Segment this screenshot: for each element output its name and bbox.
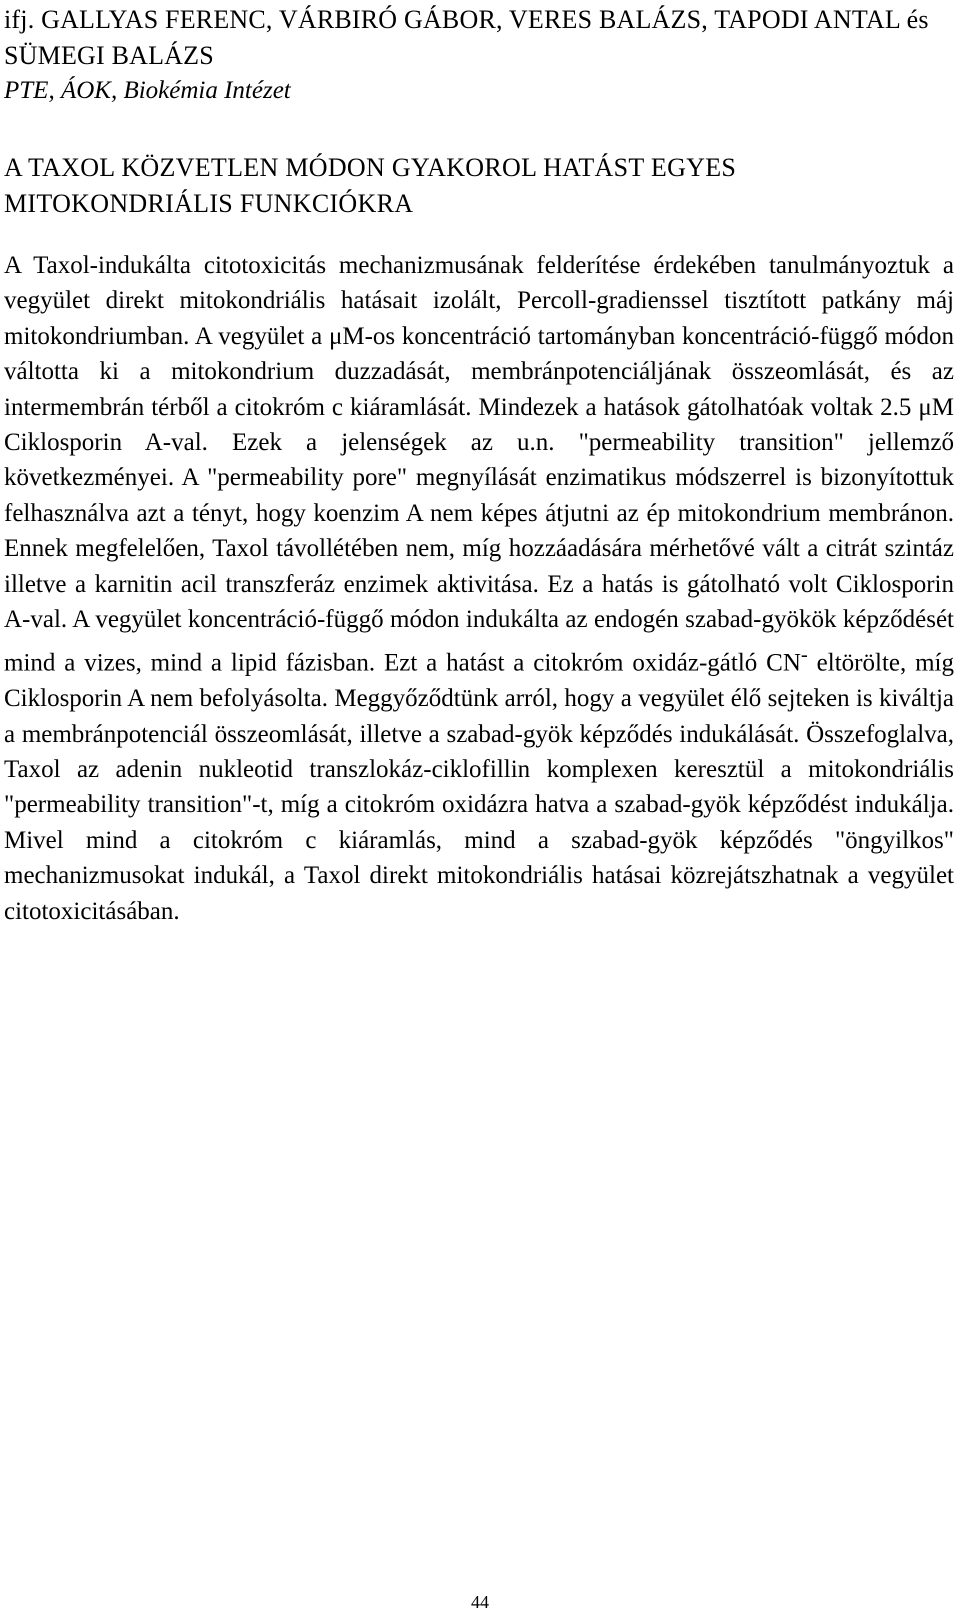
page-number: 44 <box>471 1592 489 1612</box>
cyanide-charge-superscript: - <box>800 642 808 667</box>
document-page <box>4 0 954 929</box>
author-list: ifj. GALLYAS FERENC, VÁRBIRÓ GÁBOR, VERES BALÁZS, TAPODI ANTAL és SÜMEGI BALÁZS <box>4 5 929 70</box>
abstract-body <box>4 248 954 929</box>
affiliation: PTE, ÁOK, Biokémia Intézet <box>4 77 291 104</box>
abstract-text-part-2: eltörölte, míg Ciklosporin A nem befolyásolta. Meggyőződtünk arról, hogy a vegyület élő sejteken is kiváltja a membránpotenciál összeomlását, illetve a szabad-gyök képződés indukálását. Összefoglalva, Taxol az adenin nukleotid transzlokáz-ciklofillin komplexen keresztül a mitokondriális "permeability transition"-t, míg a citokróm oxidázra hatva a szabad-gyök képződést indukálja. Mivel mind a citokróm c kiáramlás, mind a szabad-gyök képződés "öngyilkos" mechanizmusokat indukál, a Taxol direkt mitokondriális hatásai közrejátszhatnak a vegyület citotoxicitásában. <box>4 649 954 925</box>
abstract-text-part-1: A Taxol-indukálta citotoxicitás mechanizmusának felderítése érdekében tanulmányoztuk a vegyület direkt mitokondriális hatásait izolált, Percoll-gradienssel tisztított patkány máj mitokondriumban. A vegyület a μM-os koncentráció tartományban koncentráció-függő módon váltotta ki a mitokondrium duzzadását, membránpotenciáljának összeomlását, és az intermembrán térből a citokróm c kiáramlását. Mindezek a hatások gátolhatóak voltak 2.5 μM Ciklosporin A-val. Ezek a jelenségek az u.n. "permeability transition" jellemző következményei. A "permeability pore" megnyílását enzimatikus módszerrel is bizonyítottuk felhasználva azt a tényt, hogy koenzim A nem képes átjutni az ép mitokondrium membránon. Ennek megfelelően, Taxol távollétében nem, míg hozzáadására mérhetővé vált a citrát szintáz illetve a karnitin acil transzferáz enzimek aktivitása. Ez a hatás is gátolható volt Ciklosporin A-val. A vegyület koncentráció-függő módon indukálta az endogén szabad-gyökök képződését mind a vizes, mind a lipid fázisban. Ezt a hatást a citokróm oxidáz-gátló CN <box>4 252 954 677</box>
article-title: A TAXOL KÖZVETLEN MÓDON GYAKOROL HATÁST EGYES MITOKONDRIÁLIS FUNKCIÓKRA <box>4 153 737 218</box>
